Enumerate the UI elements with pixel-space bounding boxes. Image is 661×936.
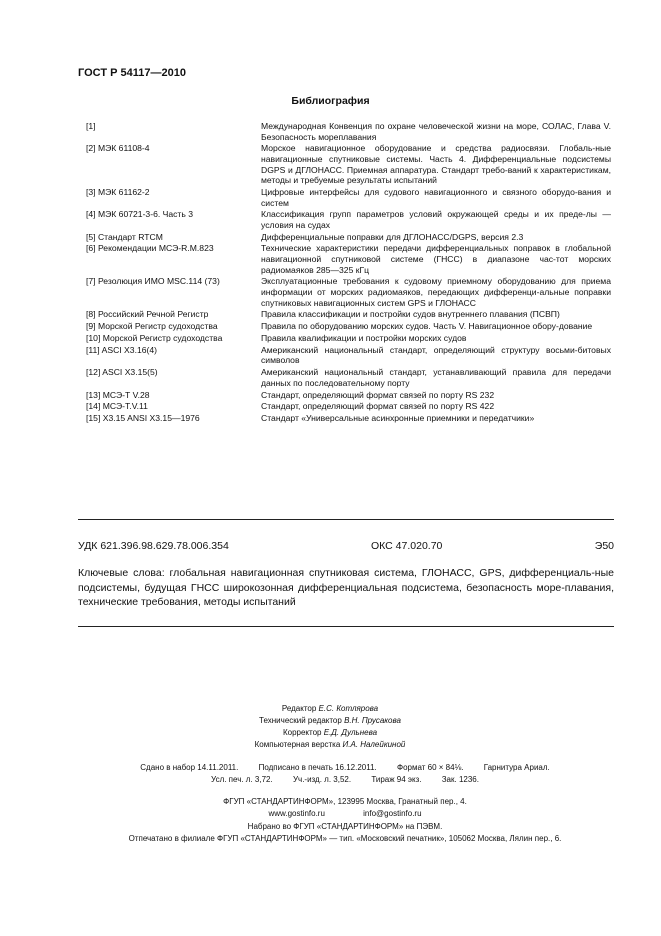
entry-reference: [13] МСЭ-Т V.28 [86,389,150,400]
entry-reference: [2] МЭК 61108-4 [86,143,150,154]
staff-name: Е.Д. Дульнева [323,728,378,737]
entry-description: Цифровые интерфейсы для судового навигационного и связного оборудо-вания и систем [261,186,611,208]
print-imprint [80,762,610,786]
staff-role: Редактор [281,704,317,713]
keywords-paragraph: Ключевые слова: глобальная навигационная спутниковая система, ГЛОНАСС, GPS, дифференциаль-ные подсистемы, будущая ГНСС широкозонная дифференциальная подсистема, безопасность море-плавания, технические требования, методы испытаний [78,567,614,608]
entry-description: Правила по оборудованию морских судов. Часть V. Навигационное обору-дование [261,321,593,332]
entry-description: Американский национальный стандарт, определяющий структуру восьми-битовых символов [261,344,611,366]
bibliography-entry [86,143,614,185]
entry-reference: [10] Морской Регистр судоходства [86,332,223,343]
entry-description: Стандарт, определяющий формат связей по порту RS 232 [261,389,495,400]
typeface: Гарнитура Ариал. [483,763,550,772]
bibliography-entry [86,232,614,243]
signed-date: Подписано в печать 16.12.2011. [258,763,377,772]
entry-reference: [14] МСЭ-Т.V.11 [86,401,148,412]
order-number: Зак. 1236. [441,775,479,785]
staff-corrector [150,727,510,739]
publisher-address: ФГУП «СТАНДАРТИНФОРМ», 123995 Москва, Гранатный пер., 4. [223,797,467,806]
publisher-contacts [70,808,620,820]
entry-reference: [7] Резолюция ИМО MSC.114 (73) [86,276,220,287]
bibliography-entry [86,401,614,412]
entry-description: Стандарт «Универсальные асинхронные приемники и передатчики» [261,413,535,424]
entry-description: Стандарт, определяющий формат связей по порту RS 422 [261,401,495,412]
typeset-note: Набрано во ФГУП «СТАНДАРТИНФОРМ» на ПЭВМ. [247,821,443,831]
entry-description: Американский национальный стандарт, устанавливающий правила для передачи данных по последовательному порту [261,367,611,388]
entry-description: Правила квалификации и постройки морских судов [261,332,467,343]
sent-date: Сдано в набор 14.11.2011. [140,763,239,772]
bibliography-entry [86,309,614,320]
standard-number: ГОСТ Р 54117—2010 [78,67,186,79]
publisher-info [70,796,620,846]
bottom-divider [78,626,614,627]
publisher-email[interactable]: info@gostinfo.ru [363,809,422,819]
bibliography-entry [86,413,614,424]
entry-reference: [15] X3.15 ANSI X3.15—1976 [86,413,200,424]
entry-reference: [9] Морской Регистр судоходства [86,321,218,332]
staff-tech-editor [150,715,510,727]
entry-reference: [12] ASCI X3.15(5) [86,367,158,378]
bibliography-entry [86,209,614,230]
category-code: Э50 [594,540,614,552]
staff-name: В.Н. Прусакова [344,716,401,725]
bibliography-entry [86,390,614,401]
oks-code: ОКС 47.020.70 [371,540,443,552]
entry-description: Морское навигационное оборудование и средства радиосвязи. Глобаль-ные навигационные спутниковые системы. Часть 4. Дифференциальные подсистемы DGPS и ДГЛОНАСС. Приемная аппаратура. Стандарт требо-ваний к характеристикам, методы и требуемые результаты испытаний [261,143,611,186]
print-run: Тираж 94 экз. [371,775,422,785]
editorial-staff [150,703,510,751]
bibliography-title: Библиография [291,95,370,107]
bibliography-entry [86,276,614,308]
bibliography-entry [86,321,614,332]
entry-reference: [8] Российский Речной Регистр [86,309,209,320]
entry-description: Классификация групп параметров условий окружающей среды и их преде-лы — условия на судах [261,209,611,230]
entry-description: Технические характеристики передачи дифференциальных поправок в глобальной навигационной спутниковой системе (ГНСС) в диапазоне час-тот морских радиомаяков 285—325 кГц [261,243,611,275]
print-sheets: Усл. печ. л. 3,72. [211,775,273,785]
entry-description: Международная Конвенция по охране человеческой жизни на море, СОЛАС, Глава V. Безопасность мореплавания [261,121,611,142]
staff-layout [150,739,510,751]
bibliography-entry [86,121,614,142]
paper-format: Формат 60 × 84⅛. [397,763,464,772]
bibliography-entry [86,333,614,344]
imprint-line-2 [80,774,610,786]
bibliography-entry [86,345,614,366]
entry-reference: [3] МЭК 61162-2 [86,186,150,197]
entry-reference: [1] [86,121,96,131]
staff-role: Компьютерная верстка [254,740,341,749]
top-divider [78,519,614,520]
udc-code: УДК 621.396.98.629.78.006.354 [78,540,229,552]
bibliography-entry [86,187,614,208]
entry-description: Правила классификации и постройки судов внутреннего плавания (ПСВП) [261,309,560,320]
staff-role: Корректор [282,728,322,737]
entry-description: Дифференциальные поправки для ДГЛОНАСС/DGPS, версия 2.3 [261,231,524,242]
entry-reference: [6] Рекомендации МСЭ-R.M.823 [86,243,214,254]
staff-role: Технический редактор [259,716,342,725]
bibliography-entry [86,243,614,275]
printing-house: Отпечатано в филиале ФГУП «СТАНДАРТИНФОРМ» — тип. «Московский печатник», 105062 Москва, Лялин пер., 6. [128,834,562,844]
bibliography-list [86,121,614,425]
entry-description: Эксплуатационные требования к судовому приемному оборудованию для приема информации от морских радиомаяков, передающих дифференци-альные поправки спутниковых навигационных систем GPS и ГЛОНАСС [261,276,611,308]
staff-name: И.А. Налейкиной [342,740,406,749]
bibliography-entry [86,367,614,388]
publisher-sheets: Уч.-изд. л. 3,52. [292,775,352,785]
publisher-website[interactable]: www.gostinfo.ru [268,809,325,819]
entry-reference: [4] МЭК 60721-3-6. Часть 3 [86,209,194,220]
entry-reference: [5] Стандарт RTCM [86,231,163,242]
imprint-line-1 [80,762,610,774]
entry-reference: [11] ASCI X3.16(4) [86,344,158,355]
staff-editor [150,703,510,715]
staff-name: Е.С. Котлярова [318,704,379,713]
